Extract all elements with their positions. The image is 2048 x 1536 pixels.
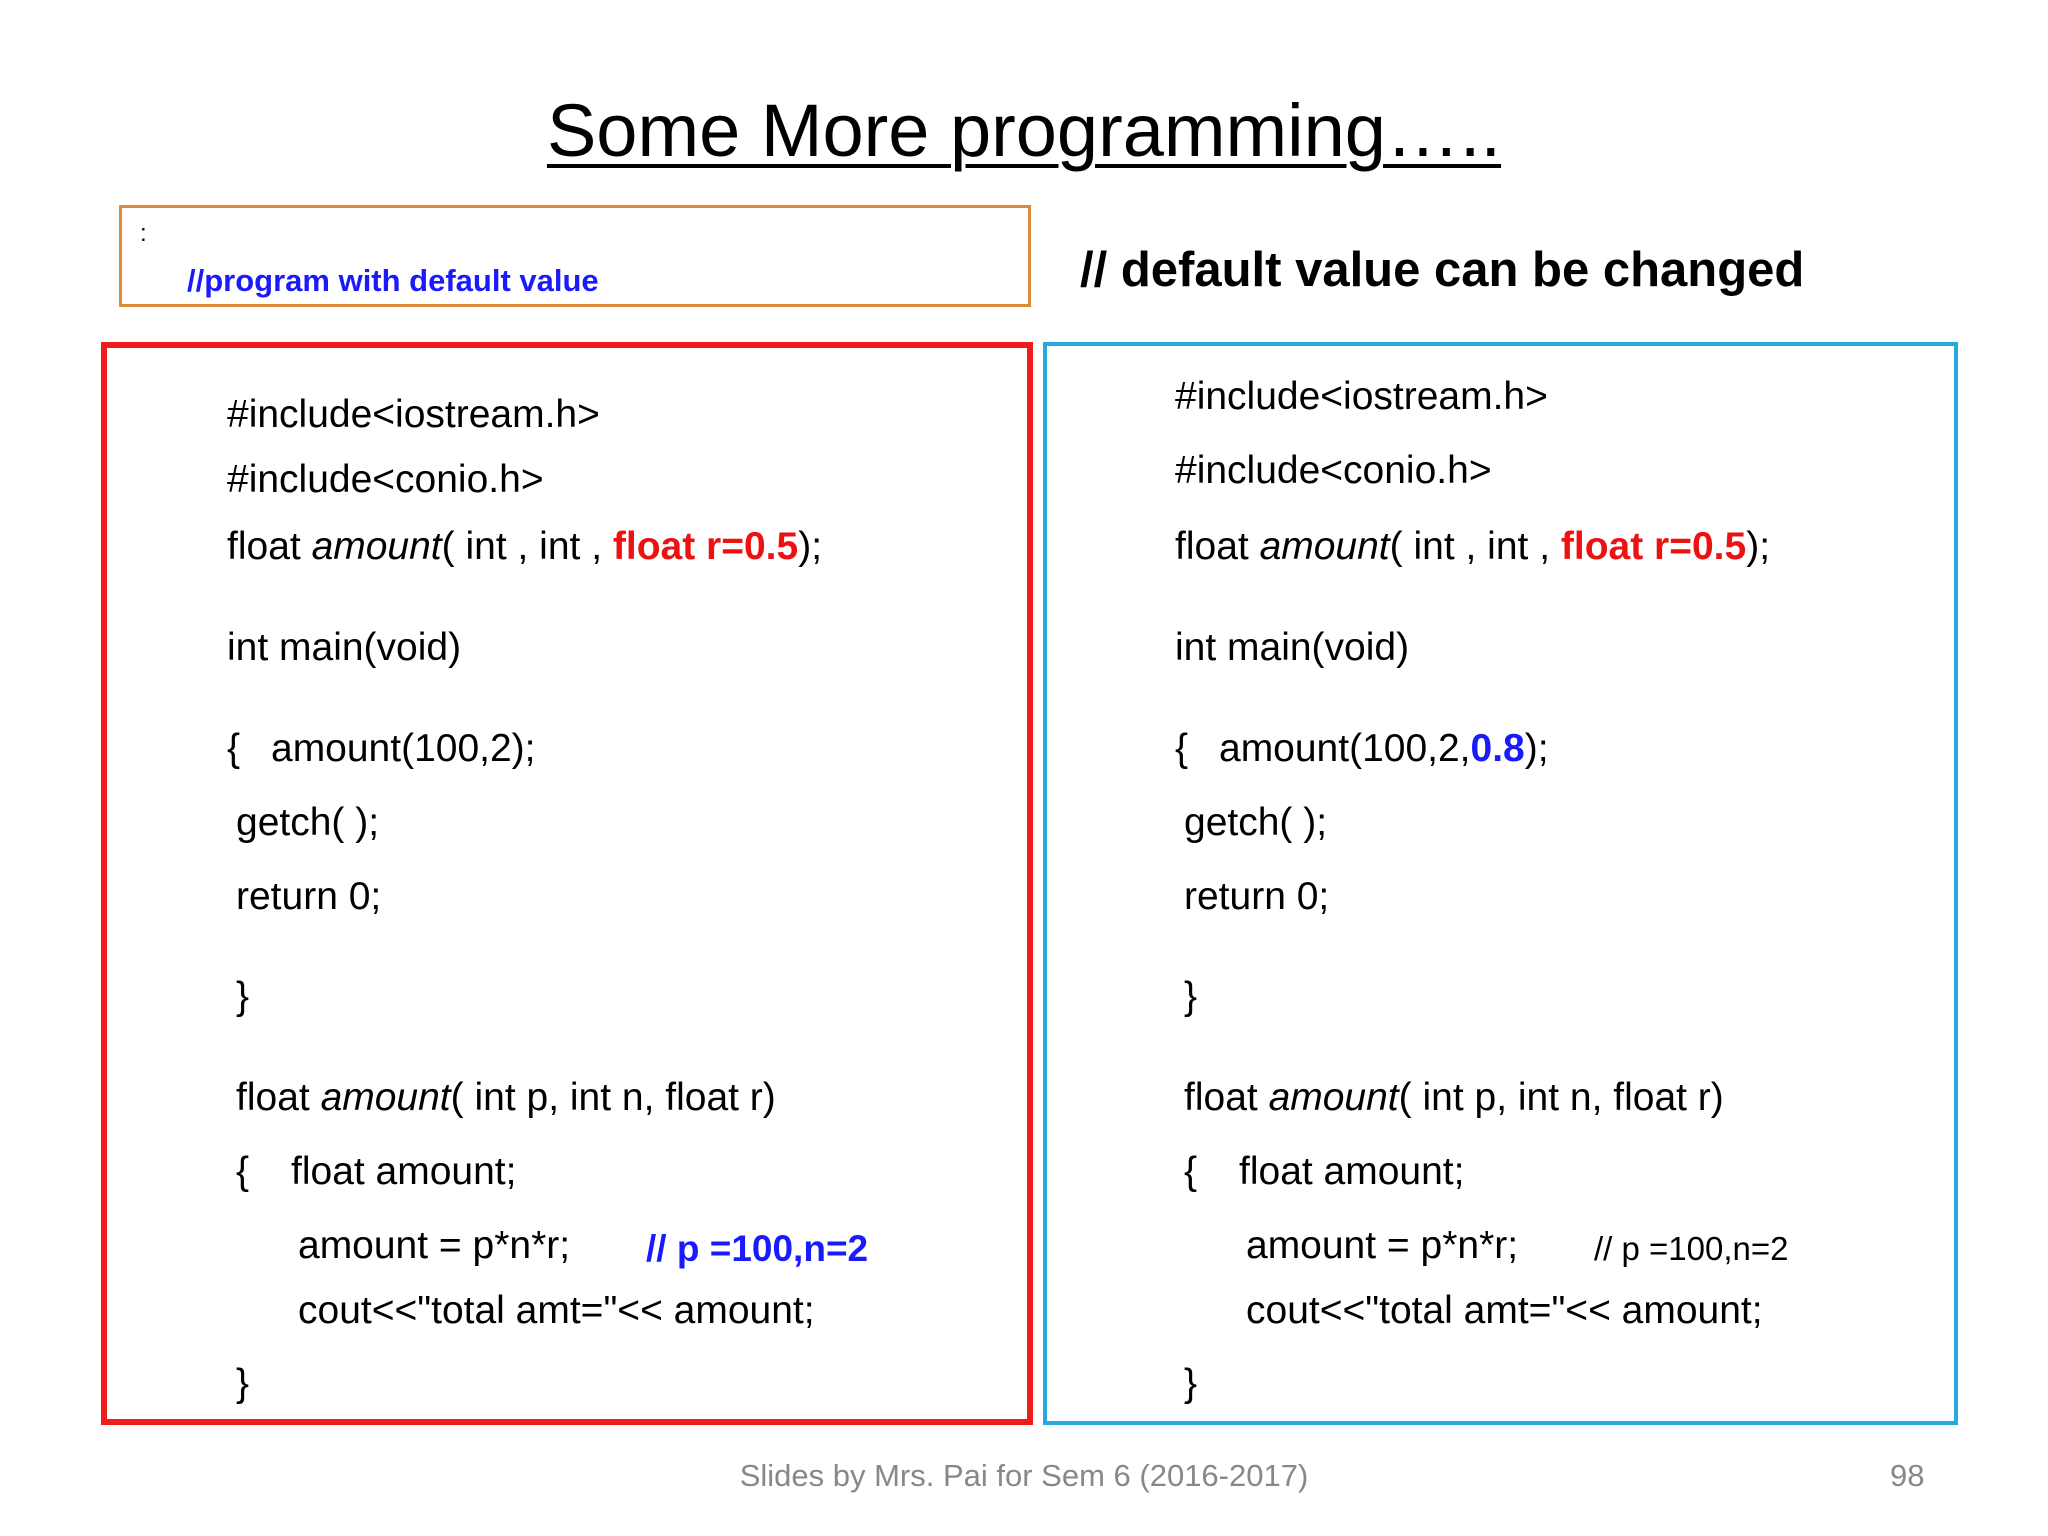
left-code-line: amount = p*n*r;	[298, 1224, 571, 1267]
right-code-line: #include<conio.h>	[1175, 449, 1492, 492]
code-token: );	[1746, 525, 1771, 568]
code-token: );	[798, 525, 823, 568]
left-code-line: getch( );	[236, 801, 380, 844]
code-token: amount	[311, 525, 442, 568]
left-code-line: #include<conio.h>	[227, 458, 544, 501]
right-code-line: #include<iostream.h>	[1175, 375, 1548, 418]
slide-footer: Slides by Mrs. Pai for Sem 6 (2016-2017)	[739, 1458, 1309, 1493]
code-token: float	[1175, 525, 1260, 568]
code-token: ( int p, int n, float r)	[450, 1076, 776, 1119]
right-code-line: getch( );	[1184, 801, 1328, 844]
left-code-line	[227, 527, 822, 566]
default-param: float r=0.5	[1560, 525, 1747, 568]
code-token: ( int , int ,	[1389, 525, 1561, 568]
left-code-line: }	[236, 1362, 250, 1405]
slide-title: Some More programming…..	[546, 89, 1502, 172]
left-code-line: int main(void)	[227, 626, 462, 669]
left-code-line: cout<<"total amt="<< amount;	[298, 1289, 815, 1332]
right-code-line: float amount;	[1239, 1150, 1465, 1193]
code-token: amount	[1259, 525, 1390, 568]
right-code-line: {	[1184, 1150, 1198, 1193]
override-value: 0.8	[1470, 727, 1525, 770]
right-code-line: }	[1184, 975, 1198, 1018]
right-heading: // default value can be changed	[1080, 243, 1805, 297]
left-code-line: amount(100,2);	[271, 727, 536, 770]
code-token: ( int p, int n, float r)	[1398, 1076, 1724, 1119]
right-comment: // p =100,n=2	[1594, 1230, 1789, 1267]
right-code-line: return 0;	[1184, 875, 1330, 918]
code-token: float	[236, 1076, 321, 1119]
left-code-line: {	[236, 1150, 250, 1193]
left-code-line: }	[236, 975, 250, 1018]
code-token: float	[227, 525, 312, 568]
left-code-line: float amount;	[291, 1150, 517, 1193]
slide-number: 98	[1890, 1458, 1925, 1493]
note-text: //program with default value	[187, 263, 599, 298]
left-code-line	[236, 1078, 776, 1117]
code-token: float	[1184, 1076, 1269, 1119]
code-token: amount(100,2,	[1219, 727, 1471, 770]
right-code-line	[1184, 1078, 1724, 1117]
right-code-line	[1219, 729, 1549, 768]
default-param: float r=0.5	[612, 525, 799, 568]
left-code-line: return 0;	[236, 875, 382, 918]
right-code-line: int main(void)	[1175, 626, 1410, 669]
code-token: amount	[1268, 1076, 1399, 1119]
left-code-line: {	[227, 727, 241, 770]
note-colon: :	[140, 220, 147, 247]
left-code-line: #include<iostream.h>	[227, 393, 600, 436]
left-comment: // p =100,n=2	[646, 1228, 869, 1269]
right-code-line: cout<<"total amt="<< amount;	[1246, 1289, 1763, 1332]
code-token: ( int , int ,	[441, 525, 613, 568]
code-token: amount	[320, 1076, 451, 1119]
right-code-line: {	[1175, 727, 1189, 770]
right-code-line: amount = p*n*r;	[1246, 1224, 1519, 1267]
code-token: );	[1524, 727, 1549, 770]
right-code-line: }	[1184, 1362, 1198, 1405]
right-code-line	[1175, 527, 1770, 566]
